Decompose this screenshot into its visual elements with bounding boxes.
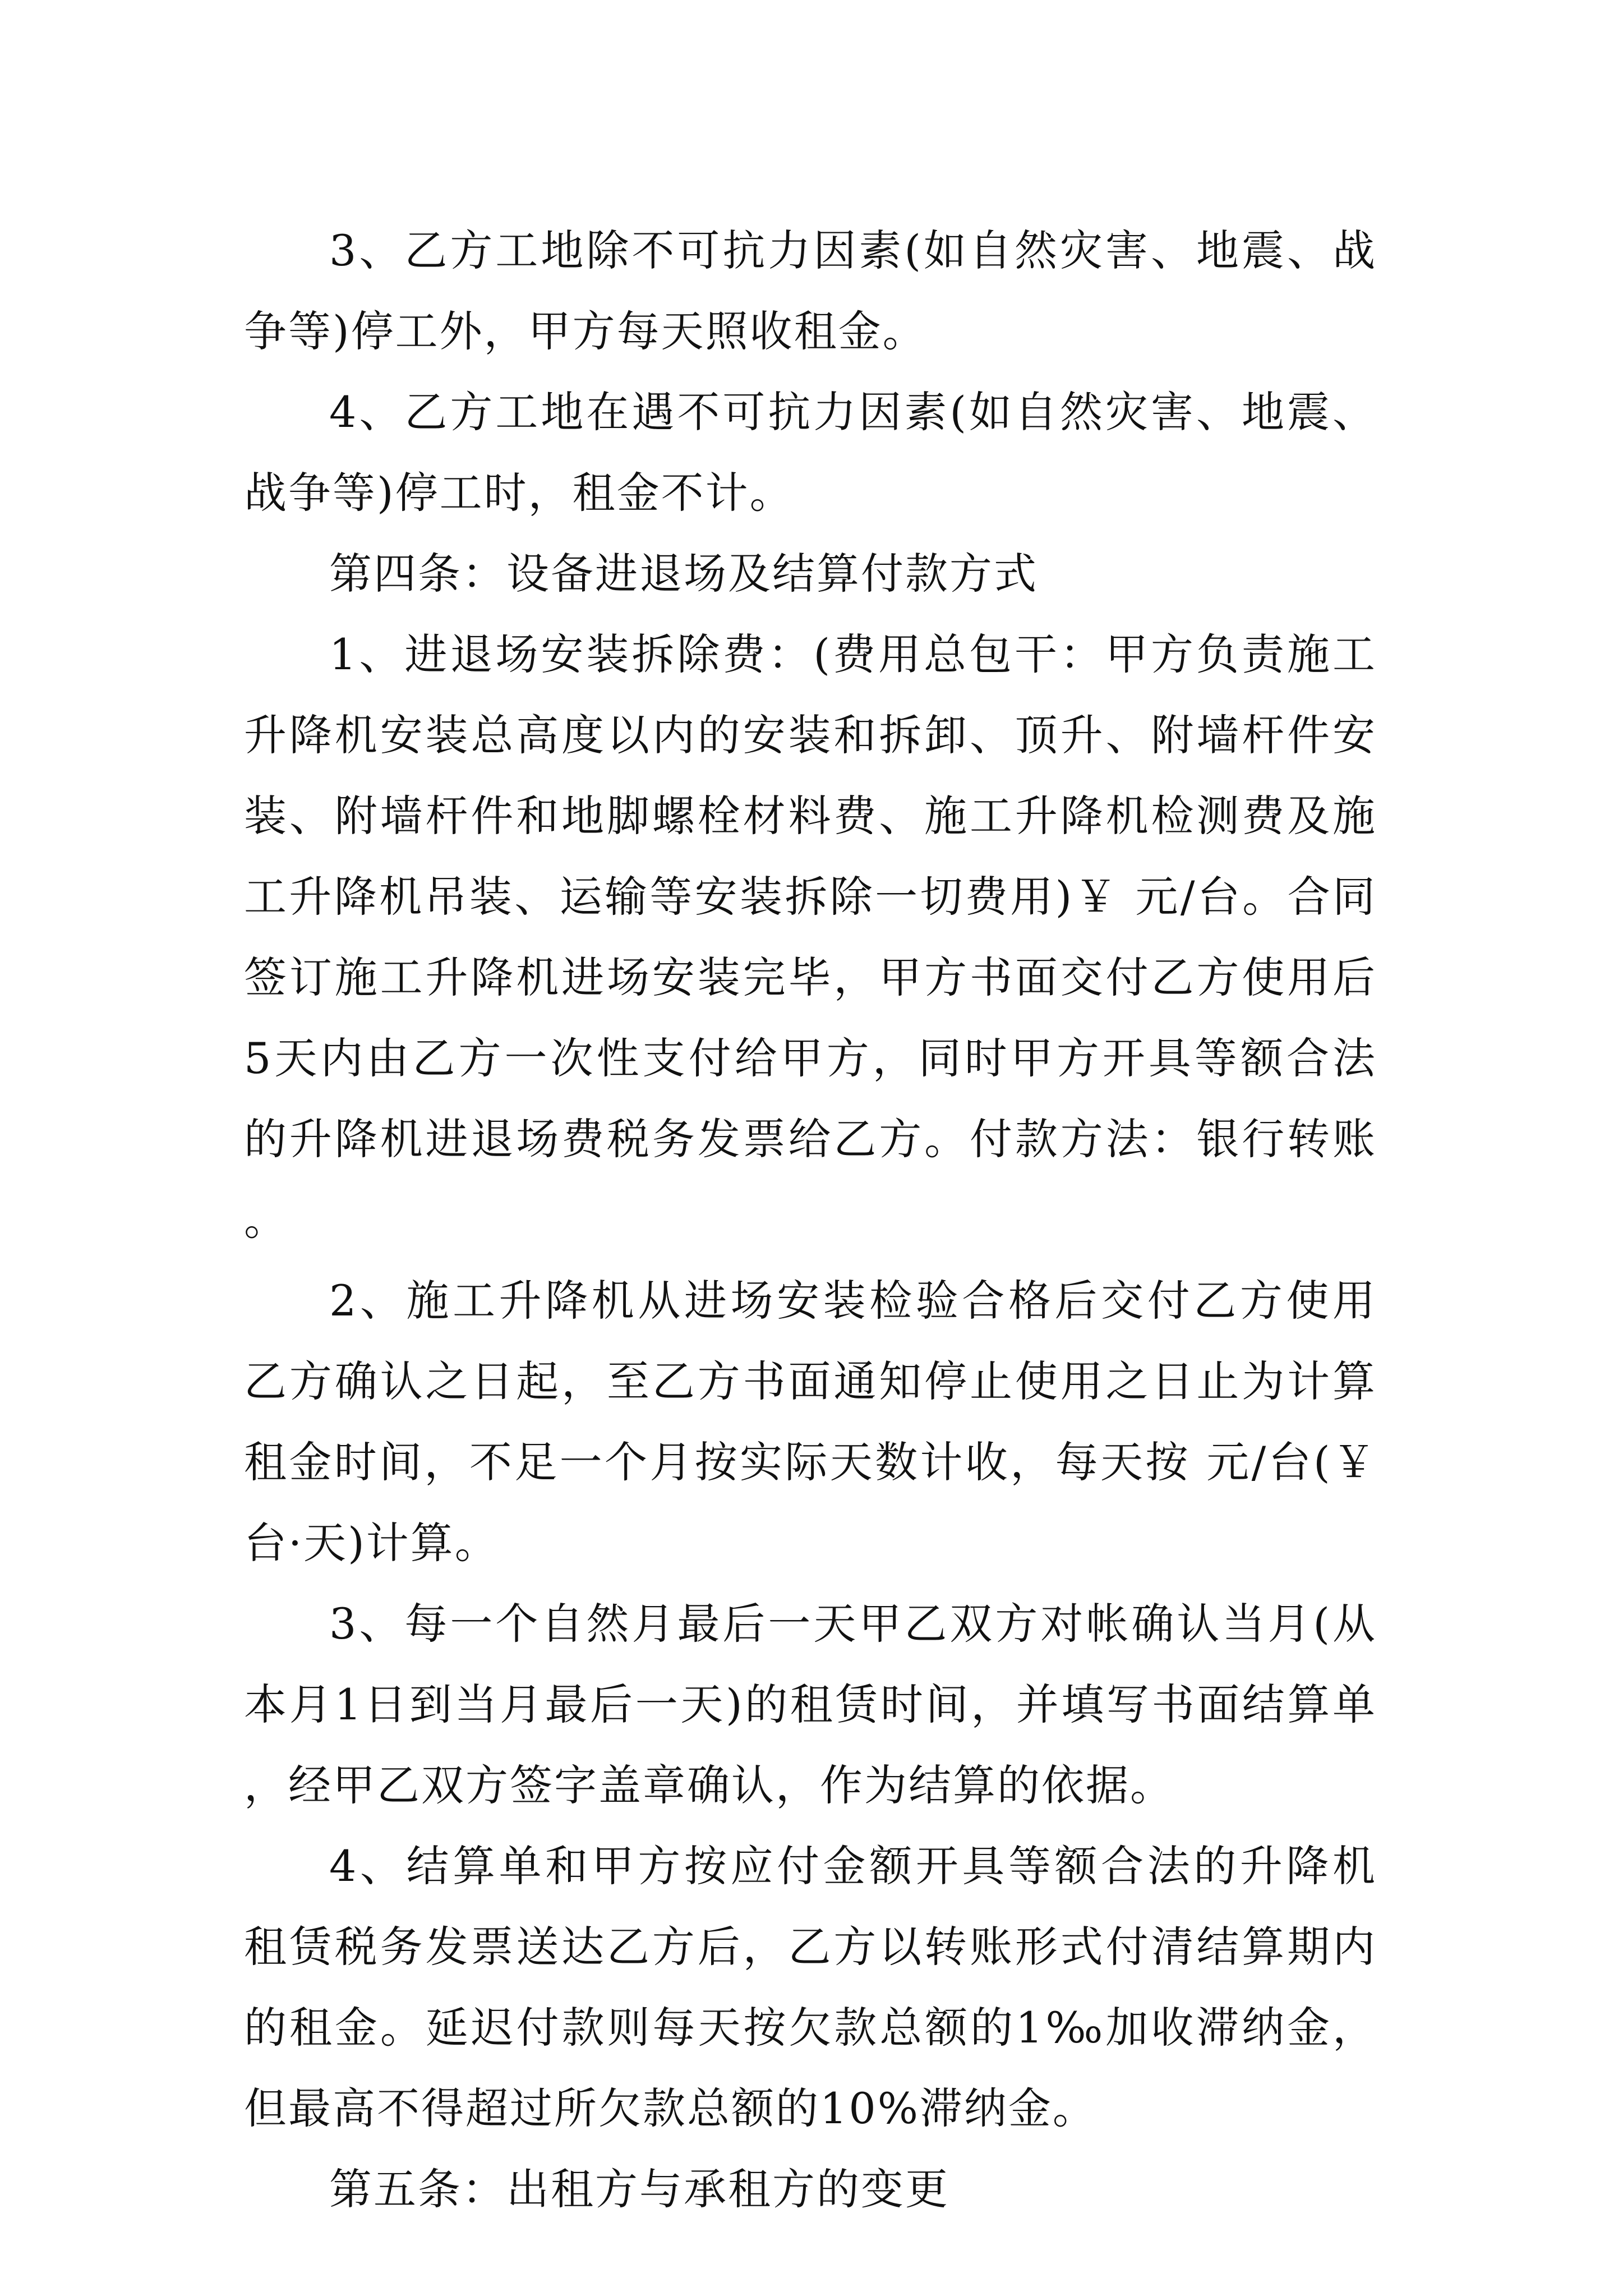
- article-4-item-1: 1、进退场安装拆除费：(费用总包干：甲方负责施工升降机安装总高度以内的安装和拆卸、顶升、附墙杆件安装、附墙杆件和地脚螺栓材料费、施工升降机检测费及施工升降机吊装、运输等安装拆除一切费用)￥ 元/台。合同签订施工升降机进场安装完毕，甲方书面交付乙方使用后5天内由乙方一次性支付给甲方，同时甲方开具等额合法的升降机进退场费税务发票给乙方。付款方法：银行转账。: [244, 629, 1377, 1245]
- article-4-item-3: 3、每一个自然月最后一天甲乙双方对帐确认当月(从本月1日到当月最后一天)的租赁时间，并填写书面结算单，经甲乙双方签字盖章确认，作为结算的依据。: [244, 1599, 1377, 1810]
- clause-4-paragraph: 4、乙方工地在遇不可抗力因素(如自然灾害、地震、战争等)停工时，租金不计。: [244, 387, 1377, 518]
- document-body: [244, 210, 1377, 2230]
- clause-3-paragraph: 3、乙方工地除不可抗力因素(如自然灾害、地震、战争等)停工外，甲方每天照收租金。: [244, 226, 1377, 356]
- article-4-heading: 第四条：设备进退场及结算付款方式: [329, 549, 1038, 599]
- article-5-heading: 第五条：出租方与承租方的变更: [329, 2164, 949, 2214]
- article-4-item-2: 2、施工升降机从进场安装检验合格后交付乙方使用乙方确认之日起，至乙方书面通知停止使用之日止为计算租金时间，不足一个月按实际天数计收，每天按 元/台(￥ 台·天)计算。: [244, 1276, 1377, 1568]
- article-4-item-4: 4、结算单和甲方按应付金额开具等额合法的升降机租赁税务发票送达乙方后，乙方以转账形式付清结算期内的租金。延迟付款则每天按欠款总额的1‰加收滞纳金，但最高不得超过所欠款总额的10%滞纳金。: [244, 1841, 1377, 2133]
